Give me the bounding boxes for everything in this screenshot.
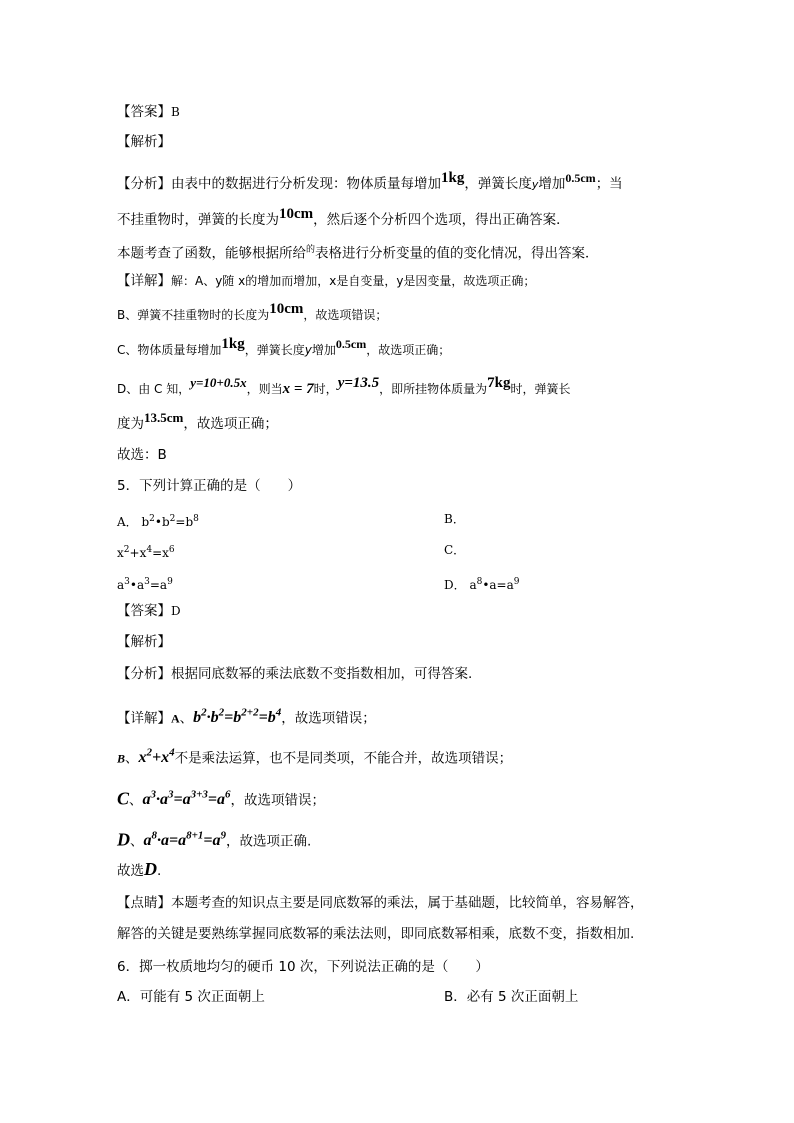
detail-label: 【详解】 [117, 710, 171, 727]
q5-option-b-expr: $x^2+x^4=x^6$ [117, 545, 175, 560]
var: y [531, 178, 539, 191]
text: C、物体质量每增加 [117, 343, 222, 357]
q5-option-a: A． $b^2•b^2=b^8$ [117, 514, 199, 529]
text: ，则当 [246, 382, 283, 396]
text: ，故选项错误； [281, 710, 376, 727]
detail-label: 【详解】 [117, 273, 171, 289]
text: 故选 [117, 863, 144, 879]
math: 10cm [269, 301, 304, 317]
math: 7kg [487, 375, 511, 391]
q5-choose [117, 859, 161, 881]
fenxi-label: 【分析】 [117, 666, 171, 682]
option-label: C． [444, 543, 466, 557]
q5-answer [117, 601, 181, 621]
text: 、 [129, 792, 143, 809]
math: C [117, 788, 130, 809]
text: ，故选项错误； [230, 792, 326, 809]
q4-answer [117, 102, 180, 122]
q4-detail-d1 [117, 375, 571, 399]
fenxi-label: 【分析】 [117, 176, 171, 192]
text: 本题考查的知识点主要是同底数幂的乘法，属于基础题，比较简单，容易解答， [171, 895, 644, 911]
q5-option-c [444, 540, 465, 560]
text: 解答的关键是要熟练掌握同底数幂的乘法法则，即同底数幂相乘，底数不变，指数相加. [117, 926, 635, 942]
text: 、 [130, 833, 144, 850]
text: ，故选项正确； [366, 343, 451, 357]
q5-detail-a: 【详解】A、$b^2\cdot b^2=b^{2+2}=b^4$，故选项错误； [117, 707, 376, 727]
q4-fenxi-line3 [117, 240, 599, 264]
text: 增加 [538, 176, 566, 192]
q4-choose [117, 445, 167, 465]
answer-value: B [171, 105, 180, 119]
math: y=13.5 [337, 375, 380, 391]
option: B．必有 5 次正面朝上 [444, 989, 579, 1005]
math: 0.5cm [335, 337, 367, 351]
question-stem: 6．掷一枚质地均匀的硬币 10 次，下列说法正确的是（ ） [117, 959, 489, 975]
text: 表格进行分析变量的值的变化情况，得出答案． [315, 245, 599, 262]
text: ，故选项正确； [183, 416, 278, 432]
q5-stem [117, 476, 301, 496]
question-stem: 5．下列计算正确的是（ ） [117, 478, 302, 494]
text: 解：A、y随 x的增加而增加，x是自变量，y是因变量，故选项正确； [171, 274, 536, 288]
text: 增加 [311, 343, 336, 357]
analysis-label: 【解析】 [117, 134, 171, 150]
answer-value: D [171, 604, 181, 618]
text: 不挂重物时，弹簧的长度为 [117, 212, 279, 228]
text: 故选：B [117, 447, 167, 463]
text: 本题考查了函数，能够根据所给 [117, 245, 306, 262]
q6-option-a [117, 987, 265, 1007]
option-label: D． [444, 578, 466, 592]
q5-option-c-expr: $a^3•a^3=a^9$ [117, 577, 173, 592]
text: 的 [306, 245, 316, 255]
math: D [117, 829, 130, 850]
math: 1kg [441, 170, 465, 186]
text: 、 [179, 710, 194, 727]
text: 根据同底数幂的乘法底数不变指数相加，可得答案. [171, 666, 473, 682]
text: 由表中的数据进行分析发现：物体质量每增加 [171, 176, 441, 192]
answer-label: 【答案】 [117, 104, 171, 120]
text: . [157, 863, 162, 879]
text: D、由 C 知， [117, 382, 191, 396]
text: 时，弹簧长 [510, 382, 571, 396]
q6-option-b [444, 987, 578, 1007]
math: 1kg [221, 336, 245, 352]
answer-label: 【答案】 [117, 603, 171, 619]
math: 0.5cm [565, 171, 596, 185]
math: 13.5cm [144, 410, 184, 425]
option-label: A． [117, 515, 138, 529]
text: 不是乘法运算，也不是同类项，不能合并，故选项错误； [174, 750, 513, 767]
q4-detail-d2 [117, 410, 278, 434]
text: ，弹簧长度 [464, 176, 532, 192]
text: 、 [125, 750, 139, 767]
text: ，弹簧长度 [244, 343, 305, 357]
q6-stem [117, 957, 489, 977]
q4-detail-b [117, 301, 388, 325]
q5-detail-d: D、$a^8\cdot a=a^{8+1}=a^9$，故选项正确. [117, 829, 312, 850]
text: ，故选项错误； [303, 308, 388, 322]
q5-option-b [444, 509, 465, 529]
text: B、弹簧不挂重物时的长度为 [117, 308, 270, 322]
dianjing-label: 【点睛】 [117, 895, 171, 911]
q5-analysis-heading [117, 632, 171, 652]
analysis-label: 【解析】 [117, 634, 171, 650]
q5-detail-b: B、$x^2+x^4$不是乘法运算，也不是同类项，不能合并，故选项错误； [117, 747, 513, 767]
q5-dianjing-1 [117, 893, 644, 913]
q4-fenxi-line1 [117, 170, 623, 195]
text: ，然后逐个分析四个选项，得出正确答案． [313, 212, 570, 228]
q4-detail-a [117, 271, 535, 291]
q5-dianjing-2 [117, 924, 634, 944]
q4-detail-c [117, 336, 451, 360]
math: B [117, 751, 126, 766]
option-label: B． [444, 512, 465, 526]
q5-option-d: D． $a^8•a=a^9$ [444, 577, 520, 592]
option: A．可能有 5 次正面朝上 [117, 989, 265, 1005]
math: A [171, 711, 180, 726]
q4-analysis-heading [117, 132, 171, 152]
math: D [144, 859, 157, 879]
text: ，故选项正确. [226, 833, 312, 850]
text: 度为 [117, 416, 144, 432]
var: y [304, 343, 312, 357]
text: ；当 [595, 176, 623, 192]
q5-fenxi [117, 664, 472, 684]
math: 10cm [279, 206, 314, 222]
math: y=10+0.5x [190, 375, 247, 390]
text: ，即所挂物体质量为 [379, 382, 488, 396]
text: 时， [313, 382, 338, 396]
q5-detail-c: C、$a^3\cdot a^3=a^{3+3}=a^6$，故选项错误； [117, 788, 326, 809]
q4-fenxi-line2 [117, 206, 570, 230]
math: x = 7 [282, 381, 314, 397]
